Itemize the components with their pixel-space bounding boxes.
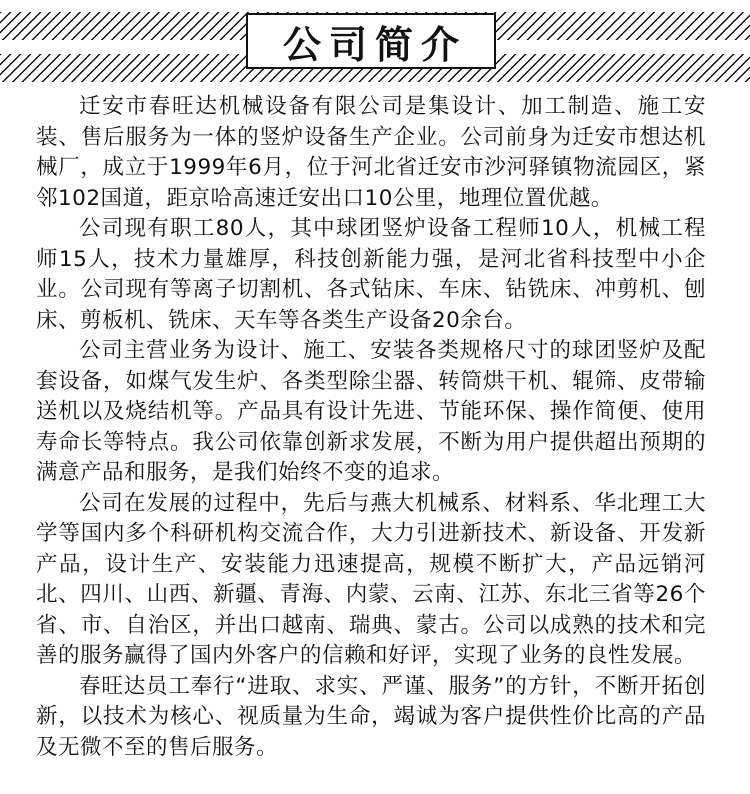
paragraph-overview: 迁安市春旺达机械设备有限公司是集设计、加工制造、施工安装、售后服务为一体的竖炉设备生产企业。公司前身为迁安市想达机械厂，成立于1999年6月，位于河北省迁安市沙河驿镇物流园区，紧邻102国道，距京哈高速迁安出口10公里，地理位置优越。 xyxy=(36,94,706,211)
paragraph-development: 公司在发展的过程中，先后与燕大机械系、材料系、华北理工大学等国内多个科研机构交流合作，大力引进新技术、新设备、开发新产品，设计生产、安装能力迅速提高，规模不断扩大，产品远销河北、四川、山西、新疆、青海、内蒙、云南、江苏、东北三省等26个省、市、自治区，并出口越南、瑞典、蒙古。公司以成熟的技术和完善的服务赢得了国内外客户的信赖和好评，实现了业务的良性发展。 xyxy=(36,490,706,668)
paragraph-main-business: 公司主营业务为设计、施工、安装各类规格尺寸的球团竖炉及配套设备，如煤气发生炉、各类型除尘器、转筒烘干机、辊筛、皮带输送机以及烧结机等。产品具有设计先进、节能环保、操作简便、使用寿命长等特点。我公司依靠创新求发展，不断为用户提供超出预期的满意产品和服务，是我们始终不变的追求。 xyxy=(36,338,706,485)
paragraph-principles: 春旺达员工奉行“进取、求实、严谨、服务”的方针，不断开拓创新，以技术为核心、视质量为生命，竭诚为客户提供性价比高的产品及无微不至的售后服务。 xyxy=(36,673,706,760)
paragraph-staff-equipment: 公司现有职工80人，其中球团竖炉设备工程师10人，机械工程师15人，技术力量雄厚，科技创新能力强，是河北省科技型中小企业。公司现有等离子切割机、各式钻床、车床、钻铣床、冲剪机、刨床、剪板机、铣床、天车等各类生产设备20余台。 xyxy=(36,216,706,333)
title-box xyxy=(246,13,496,69)
company-intro-body xyxy=(36,92,706,763)
page-title: 公司简介 xyxy=(282,22,467,67)
header-band xyxy=(0,0,750,82)
